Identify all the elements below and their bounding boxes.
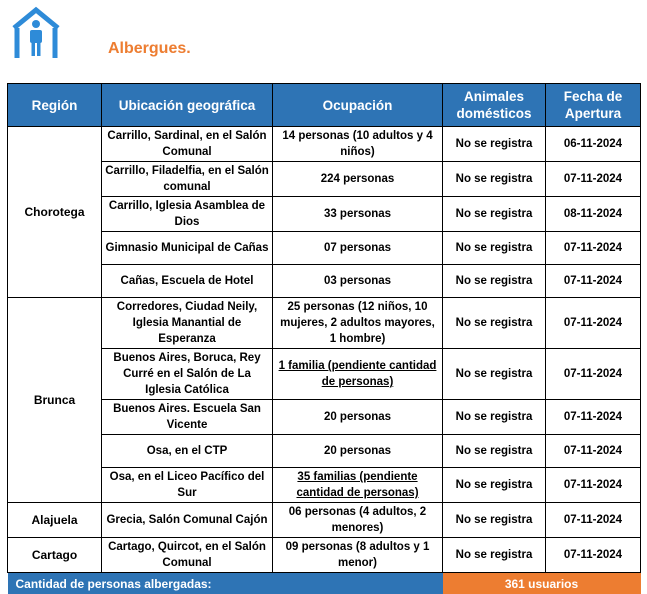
location-cell: Carrillo, Sardinal, en el Salón Comunal bbox=[102, 127, 273, 162]
column-header-pets: Animales domésticos bbox=[443, 84, 546, 127]
pets-cell: No se registra bbox=[443, 265, 546, 298]
occupancy-cell: 07 personas bbox=[273, 232, 443, 265]
pets-cell: No se registra bbox=[443, 232, 546, 265]
region-cell: Chorotega bbox=[8, 127, 102, 298]
table-body bbox=[8, 127, 641, 573]
location-cell: Osa, en el CTP bbox=[102, 435, 273, 468]
column-header-opening-date: Fecha de Apertura bbox=[546, 84, 641, 127]
occupancy-cell: 20 personas bbox=[273, 435, 443, 468]
column-header-region: Región bbox=[8, 84, 102, 127]
pets-cell: No se registra bbox=[443, 197, 546, 232]
pets-cell: No se registra bbox=[443, 298, 546, 349]
opening-date-cell: 06-11-2024 bbox=[546, 127, 641, 162]
occupancy-cell bbox=[273, 349, 443, 400]
opening-date-cell: 07-11-2024 bbox=[546, 503, 641, 538]
opening-date-cell: 07-11-2024 bbox=[546, 349, 641, 400]
page-title: Albergues. bbox=[108, 40, 191, 58]
region-cell: Brunca bbox=[8, 298, 102, 503]
occupancy-cell: 14 personas (10 adultos y 4 niños) bbox=[273, 127, 443, 162]
column-header-occupancy: Ocupación bbox=[273, 84, 443, 127]
table-row bbox=[8, 197, 641, 232]
pets-cell: No se registra bbox=[443, 127, 546, 162]
occupancy-cell: 224 personas bbox=[273, 162, 443, 197]
location-cell: Buenos Aires, Boruca, Rey Curré en el Salón de La Iglesia Católica bbox=[102, 349, 273, 400]
table-row bbox=[8, 265, 641, 298]
shelters-table bbox=[7, 83, 641, 594]
page-header bbox=[0, 0, 647, 80]
occupancy-cell: 03 personas bbox=[273, 265, 443, 298]
location-cell: Corredores, Ciudad Neily, Iglesia Manantial de Esperanza bbox=[102, 298, 273, 349]
occupancy-cell: 09 personas (8 adultos y 1 menor) bbox=[273, 538, 443, 573]
location-cell: Buenos Aires. Escuela San Vicente bbox=[102, 400, 273, 435]
total-label: Cantidad de personas albergadas: bbox=[8, 573, 443, 594]
table-header-row bbox=[8, 84, 641, 127]
total-row bbox=[8, 573, 641, 594]
occupancy-cell: 20 personas bbox=[273, 400, 443, 435]
opening-date-cell: 07-11-2024 bbox=[546, 400, 641, 435]
location-cell: Osa, en el Liceo Pacífico del Sur bbox=[102, 468, 273, 503]
total-value: 361 usuarios bbox=[443, 573, 641, 594]
opening-date-cell: 07-11-2024 bbox=[546, 232, 641, 265]
pets-cell: No se registra bbox=[443, 435, 546, 468]
location-cell: Cañas, Escuela de Hotel bbox=[102, 265, 273, 298]
opening-date-cell: 08-11-2024 bbox=[546, 197, 641, 232]
table-row bbox=[8, 538, 641, 573]
pets-cell: No se registra bbox=[443, 468, 546, 503]
table-row bbox=[8, 298, 641, 349]
table-row bbox=[8, 232, 641, 265]
table-row bbox=[8, 127, 641, 162]
pets-cell: No se registra bbox=[443, 538, 546, 573]
opening-date-cell: 07-11-2024 bbox=[546, 435, 641, 468]
region-cell: Cartago bbox=[8, 538, 102, 573]
opening-date-cell: 07-11-2024 bbox=[546, 538, 641, 573]
opening-date-cell: 07-11-2024 bbox=[546, 298, 641, 349]
opening-date-cell: 07-11-2024 bbox=[546, 162, 641, 197]
region-cell: Alajuela bbox=[8, 503, 102, 538]
table-row bbox=[8, 468, 641, 503]
occupancy-text: 35 familias (pendiente cantidad de personas) bbox=[296, 471, 418, 499]
pets-cell: No se registra bbox=[443, 162, 546, 197]
occupancy-cell bbox=[273, 468, 443, 503]
person-shelter-icon bbox=[10, 6, 62, 58]
table-row bbox=[8, 162, 641, 197]
pets-cell: No se registra bbox=[443, 503, 546, 538]
occupancy-cell: 25 personas (12 niños, 10 mujeres, 2 adultos mayores, 1 hombre) bbox=[273, 298, 443, 349]
location-cell: Carrillo, Iglesia Asamblea de Dios bbox=[102, 197, 273, 232]
pets-cell: No se registra bbox=[443, 349, 546, 400]
column-header-location: Ubicación geográfica bbox=[102, 84, 273, 127]
occupancy-cell: 33 personas bbox=[273, 197, 443, 232]
opening-date-cell: 07-11-2024 bbox=[546, 468, 641, 503]
table-row bbox=[8, 435, 641, 468]
pets-cell: No se registra bbox=[443, 400, 546, 435]
occupancy-cell: 06 personas (4 adultos, 2 menores) bbox=[273, 503, 443, 538]
table-row bbox=[8, 349, 641, 400]
location-cell: Grecia, Salón Comunal Cajón bbox=[102, 503, 273, 538]
table-row bbox=[8, 400, 641, 435]
table-row bbox=[8, 503, 641, 538]
location-cell: Cartago, Quircot, en el Salón Comunal bbox=[102, 538, 273, 573]
location-cell: Carrillo, Filadelfia, en el Salón comunal bbox=[102, 162, 273, 197]
opening-date-cell: 07-11-2024 bbox=[546, 265, 641, 298]
location-cell: Gimnasio Municipal de Cañas bbox=[102, 232, 273, 265]
occupancy-text: 1 familia (pendiente cantidad de personas) bbox=[279, 360, 437, 388]
